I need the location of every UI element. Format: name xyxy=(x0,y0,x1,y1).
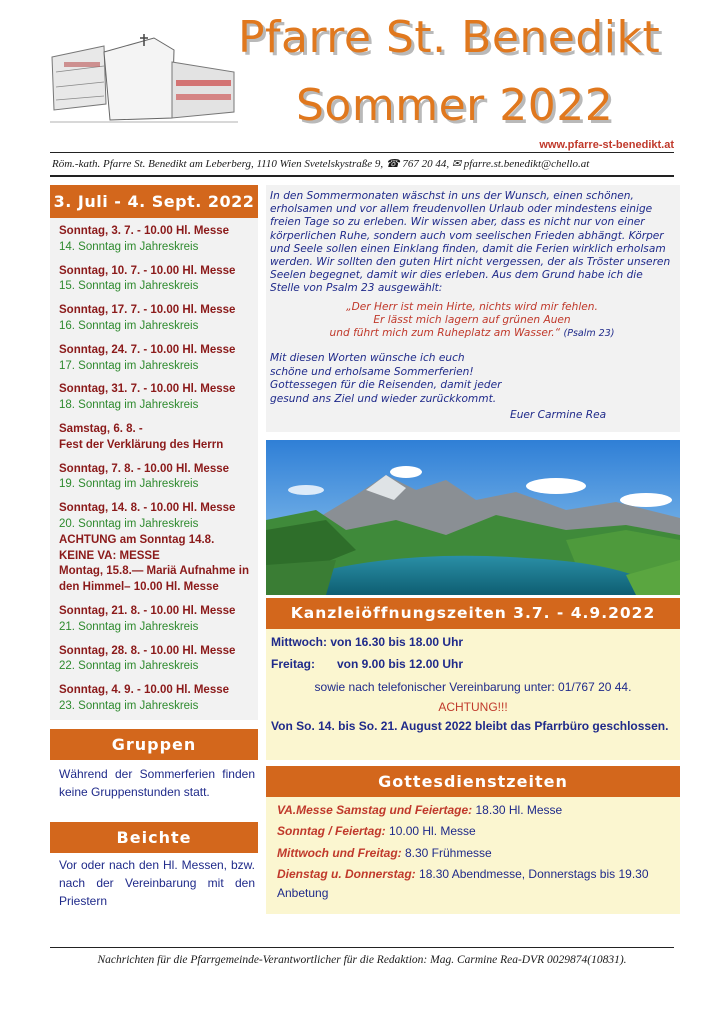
closed-note: Von So. 14. bis So. 21. August 2022 bleibt das Pfarrbüro geschlossen. xyxy=(271,719,669,733)
service-label: Sonntag / Feiertag: xyxy=(277,824,386,838)
wish-line: Gottessegen für die Reisenden, damit jeder xyxy=(270,379,502,391)
service-label: Mittwoch und Freitag: xyxy=(277,846,402,860)
mass-date: Sonntag, 7. 8. - 10.00 Hl. Messe xyxy=(59,462,230,475)
mass-date: Sonntag, 17. 7. - 10.00 Hl. Messe xyxy=(59,304,236,317)
website-link[interactable]: www.pfarre-st-benedikt.at xyxy=(539,139,674,151)
mass-date: Sonntag, 10. 7. - 10.00 Hl. Messe xyxy=(59,264,236,277)
mass-date: Sonntag, 24. 7. - 10.00 Hl. Messe xyxy=(59,343,236,356)
service-value: 18.30 Abendmesse, Donnerstags bis 19.30 Anbetung xyxy=(277,867,649,900)
liturgical-day: 15. Sonntag im Jahreskreis xyxy=(59,280,199,293)
list-item xyxy=(59,264,255,296)
wishes xyxy=(270,352,674,406)
quote-line: Er lässt mich lagern auf grünen Auen xyxy=(373,314,571,327)
kanzlei-header: Kanzleiöffnungszeiten 3.7. - 4.9.2022 xyxy=(266,598,680,629)
schedule-header: 3. Juli - 4. Sept. 2022 xyxy=(50,185,258,218)
achtung-note: ACHTUNG!!! xyxy=(438,700,508,714)
feast-name: Fest der Verklärung des Herrn xyxy=(59,438,224,451)
liturgical-day: 21. Sonntag im Jahreskreis xyxy=(59,620,199,633)
notice: KEINE VA: MESSE xyxy=(59,549,160,562)
service-row xyxy=(277,801,673,820)
beichte-header: Beichte xyxy=(50,822,258,853)
mass-date: Sonntag, 31. 7. - 10.00 Hl. Messe xyxy=(59,383,236,396)
gottesdienst-header: Gottesdienstzeiten xyxy=(266,766,680,797)
wish-line: Mit diesen Worten wünsche ich euch xyxy=(270,352,465,364)
quote-line: „Der Herr ist mein Hirte, nichts wird mir fehlen. xyxy=(346,301,598,313)
page-title: Pfarre St. Benedikt xyxy=(238,12,661,63)
wish-line: schöne und erholsame Sommerferien! xyxy=(270,365,474,378)
list-item xyxy=(59,422,255,454)
service-row xyxy=(277,822,673,841)
mass-date: Sonntag, 14. 8. - 10.00 Hl. Messe xyxy=(59,502,236,515)
quote-line xyxy=(270,327,674,340)
list-item xyxy=(59,224,255,256)
service-value: 8.30 Frühmesse xyxy=(401,846,492,860)
service-label: Dienstag u. Donnerstag: xyxy=(277,867,416,881)
service-row xyxy=(277,865,673,903)
signature: Euer Carmine Rea xyxy=(510,409,607,421)
liturgical-day: 16. Sonntag im Jahreskreis xyxy=(59,319,199,332)
service-value: 10.00 Hl. Messe xyxy=(385,824,476,838)
office-time: von 9.00 bis 12.00 Uhr xyxy=(337,657,464,671)
list-item xyxy=(59,343,255,375)
liturgical-day: 19. Sonntag im Jahreskreis xyxy=(59,478,199,491)
list-item xyxy=(59,501,255,596)
quote-reference: (Psalm 23) xyxy=(563,328,615,340)
service-row xyxy=(277,844,673,863)
liturgical-day: 20. Sonntag im Jahreskreis xyxy=(59,517,199,530)
mountain-lake-image xyxy=(266,440,680,595)
office-day: Mittwoch: xyxy=(271,635,327,649)
mass-date: Sonntag, 4. 9. - 10.00 Hl. Messe xyxy=(59,684,230,697)
mass-date: Sonntag, 21. 8. - 10.00 Hl. Messe xyxy=(59,604,236,617)
office-time: von 16.30 bis 18.00 Uhr xyxy=(330,635,464,649)
list-item xyxy=(59,683,255,715)
phone-note: sowie nach telefonischer Vereinbarung unter: 01/767 20 44. xyxy=(314,680,632,694)
office-hours-row xyxy=(271,635,463,649)
divider xyxy=(50,175,674,177)
list-item xyxy=(59,382,255,414)
church-logo xyxy=(44,32,244,132)
service-label: VA.Messe Samstag und Feiertage: xyxy=(277,803,473,817)
schedule-list xyxy=(59,224,255,723)
list-item xyxy=(59,644,255,676)
footer-note: Nachrichten für die Pfarrgemeinde-Verantwortlicher für die Redaktion: Mag. Carmine Rea-DVR 0029874(10831). xyxy=(97,954,627,966)
beichte-text: Vor oder nach den Hl. Messen, bzw. nach der Vereinbarung mit den Priestern xyxy=(59,858,255,908)
gruppen-text: Während der Sommerferien finden keine Gruppenstunden statt. xyxy=(59,767,255,799)
liturgical-day: 22. Sonntag im Jahreskreis xyxy=(59,660,199,673)
notice: ACHTUNG am Sonntag 14.8. xyxy=(59,533,215,546)
intro-paragraph: In den Sommermonaten wäschst in uns der Wunsch, einen schönen, erholsamen und vor allem freudenvollen Urlaub oder mindestens einige freien Tage so zu erleben. Wir wissen aber, dass es nicht nur von einer körperlichen Ruhe, sondern auch vom seelischen Frieden abhängt. Körper und Seele sollen einen Einklang finden, damit die Ferien wirklich erholsam werden. Wir sollten den guten Hirt nicht vergessen, der als Tröster unseren Seelen begegnet, damit wir dies erleben. Aus dem Grund habe ich die Stelle von Psalm 23 ausgewählt: xyxy=(270,190,671,295)
gruppen-header: Gruppen xyxy=(50,729,258,760)
notice: Montag, 15.8.— Mariä Aufnahme in den Himmel– 10.00 Hl. Messe xyxy=(59,565,249,594)
psalm-quote xyxy=(270,301,674,341)
mass-date: Samstag, 6. 8. - xyxy=(59,422,143,435)
liturgical-day: 17. Sonntag im Jahreskreis xyxy=(59,359,199,372)
liturgical-day: 23. Sonntag im Jahreskreis xyxy=(59,699,199,712)
page-subtitle: Sommer 2022 xyxy=(296,80,614,131)
address-line: Röm.-kath. Pfarre St. Benedikt am Leberberg, 1110 Wien Svetelskystraße 9, ☎ 767 20 44, ✉ pfarre.st.benedikt@chello.at xyxy=(52,158,590,170)
office-hours-row xyxy=(271,657,463,671)
divider xyxy=(50,947,674,948)
liturgical-day: 14. Sonntag im Jahreskreis xyxy=(59,240,199,253)
list-item xyxy=(59,462,255,494)
quote-text: und führt mich zum Ruheplatz am Wasser.“ xyxy=(329,327,561,340)
mass-date: Sonntag, 3. 7. - 10.00 Hl. Messe xyxy=(59,225,230,237)
liturgical-day: 18. Sonntag im Jahreskreis xyxy=(59,399,199,412)
wish-line: gesund ans Ziel und wieder zurückkommt. xyxy=(270,392,497,405)
list-item xyxy=(59,604,255,636)
mass-date: Sonntag, 28. 8. - 10.00 Hl. Messe xyxy=(59,644,236,657)
service-value: 18.30 Hl. Messe xyxy=(472,803,563,817)
divider xyxy=(50,152,674,153)
office-day: Freitag: xyxy=(271,657,316,671)
list-item xyxy=(59,303,255,335)
